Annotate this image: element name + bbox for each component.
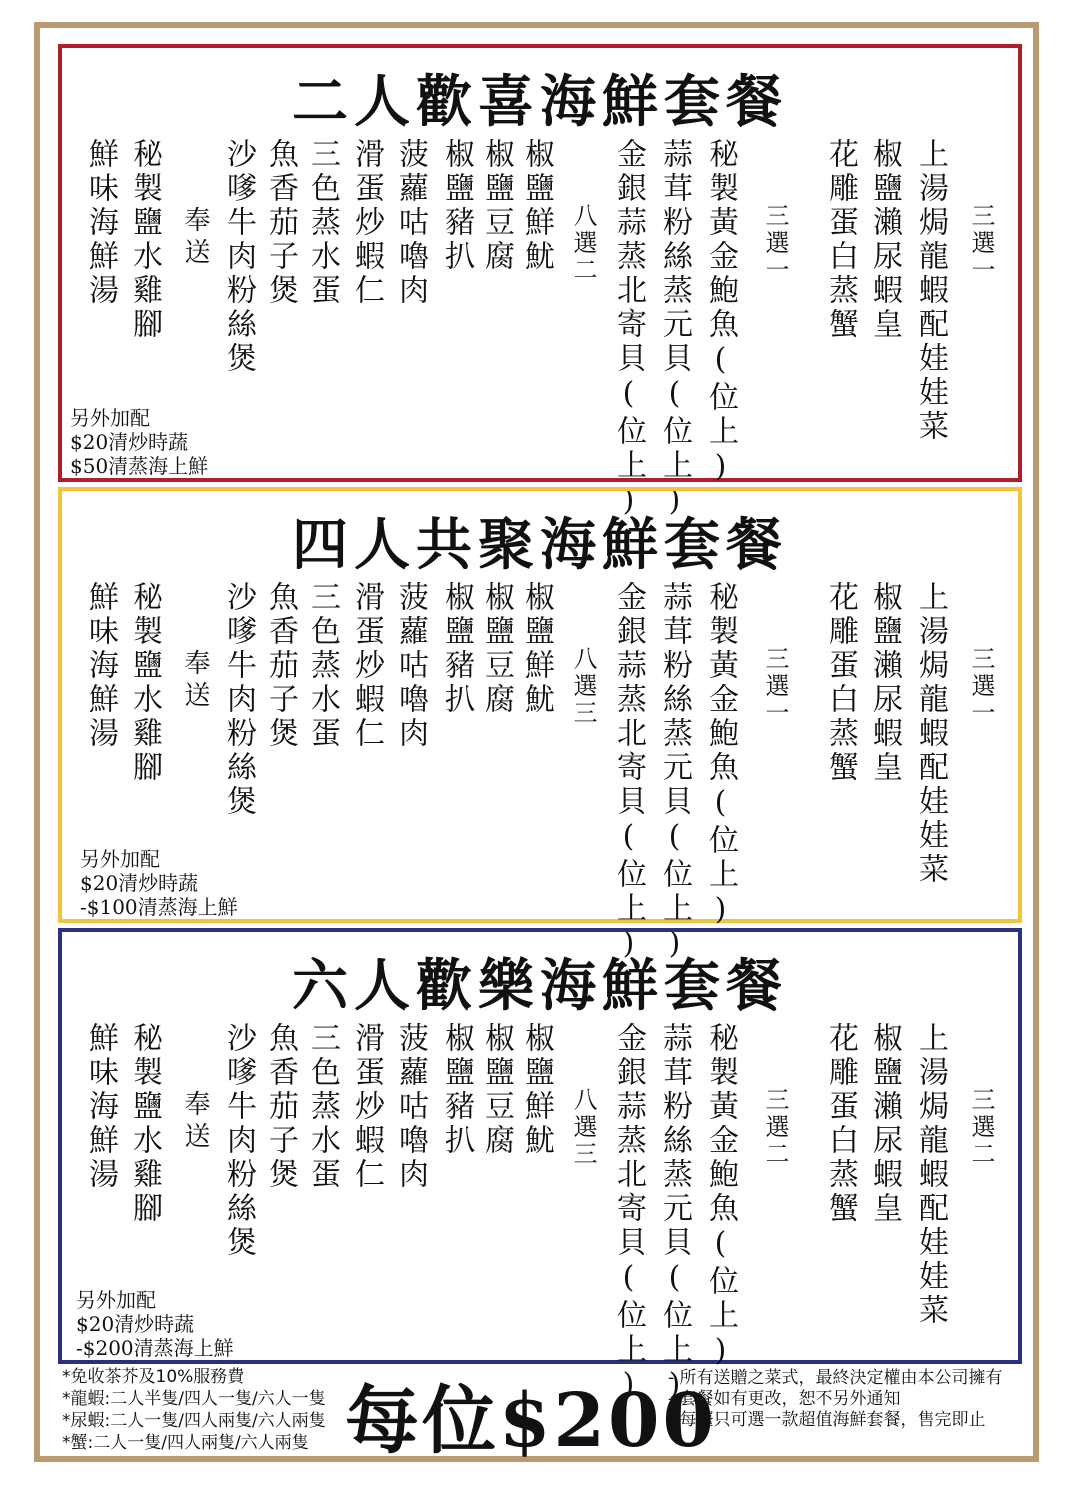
footer-note: *免收茶芥及10%服務費	[62, 1367, 245, 1387]
choose-c-label: 八選二	[569, 203, 597, 284]
menu-item: 金銀蒜蒸北寄貝(位上)	[611, 581, 646, 965]
gift-item: 鮮味海鮮湯	[83, 138, 118, 308]
choose-b-label: 三選一	[761, 646, 789, 727]
choose-c-label: 八選三	[569, 646, 597, 727]
menu-item: 魚香茄子煲	[263, 581, 298, 751]
menu-item: 椒鹽豬扒	[439, 138, 474, 274]
menu-item: 秘製黃金鮑魚(位上)	[703, 1022, 738, 1372]
menu-item: 秘製黃金鮑魚(位上)	[703, 138, 738, 488]
menu-item: 蒜茸粉絲蒸元貝(位上)	[657, 1022, 692, 1406]
gift-label: 奉送	[180, 649, 210, 713]
set-four-person	[58, 487, 1022, 965]
menu-item: 花雕蛋白蒸蟹	[823, 581, 858, 785]
menu-item: 上湯焗龍蝦配娃娃菜	[913, 581, 948, 887]
menu-item: 沙嗲牛肉粉絲煲	[221, 1022, 256, 1260]
set-title: 四人共聚海鮮套餐	[292, 512, 788, 578]
gift-item: 鮮味海鮮湯	[83, 581, 118, 751]
menu-item: 秘製黃金鮑魚(位上)	[703, 581, 738, 931]
gift-item: 鮮味海鮮湯	[83, 1022, 118, 1192]
menu-item: 三色蒸水蛋	[305, 1022, 340, 1192]
menu-item: 椒鹽瀨尿蝦皇	[867, 581, 902, 785]
menu-item: 蒜茸粉絲蒸元貝(位上)	[657, 581, 692, 965]
menu-item: 菠蘿咕嚕肉	[393, 138, 428, 308]
menu-item: 沙嗲牛肉粉絲煲	[221, 138, 256, 376]
menu-item: 椒鹽瀨尿蝦皇	[867, 1022, 902, 1226]
footer-note: *蟹:二人一隻/四人兩隻/六人兩隻	[62, 1433, 309, 1453]
extras-note: 另外加配 $20清炒時蔬 -$200清蒸海上鮮	[76, 1288, 234, 1360]
menu-item: 金銀蒜蒸北寄貝(位上)	[611, 138, 646, 522]
choose-c-label: 八選三	[569, 1087, 597, 1168]
menu-item: 花雕蛋白蒸蟹	[823, 1022, 858, 1226]
menu-item: 椒鹽鮮魷	[519, 138, 554, 274]
menu-item: 魚香茄子煲	[263, 1022, 298, 1192]
footer-note: - 所有送贈之菜式，最終決定權由本公司擁有	[668, 1368, 1003, 1388]
menu-item: 椒鹽瀨尿蝦皇	[867, 138, 902, 342]
extras-note: 另外加配 $20清炒時蔬 $50清蒸海上鮮	[70, 406, 209, 478]
set-title: 二人歡喜海鮮套餐	[292, 69, 788, 135]
gift-label: 奉送	[180, 206, 210, 270]
choose-b-label: 三選一	[761, 203, 789, 284]
footer-note: *龍蝦:二人半隻/四人一隻/六人一隻	[62, 1389, 326, 1409]
menu-item: 椒鹽豆腐	[479, 581, 514, 717]
choose-b-label: 三選二	[761, 1087, 789, 1168]
menu-item: 花雕蛋白蒸蟹	[823, 138, 858, 342]
footer-note: - 套餐如有更改，恕不另外通知	[668, 1389, 901, 1409]
menu-item: 椒鹽豬扒	[439, 1022, 474, 1158]
gift-item: 秘製鹽水雞腳	[127, 1022, 162, 1226]
gift-item: 秘製鹽水雞腳	[127, 138, 162, 342]
set-two-person	[58, 44, 1022, 522]
set-title: 六人歡樂海鮮套餐	[292, 953, 788, 1019]
gift-item: 秘製鹽水雞腳	[127, 581, 162, 785]
menu-item: 滑蛋炒蝦仁	[349, 1022, 384, 1192]
menu-item: 蒜茸粉絲蒸元貝(位上)	[657, 138, 692, 522]
menu-item: 椒鹽鮮魷	[519, 1022, 554, 1158]
choose-a-label: 三選一	[967, 203, 995, 284]
choose-a-label: 三選二	[967, 1087, 995, 1168]
footer-note: *尿蝦:二人一隻/四人兩隻/六人兩隻	[62, 1411, 326, 1431]
menu-item: 金銀蒜蒸北寄貝(位上)	[611, 1022, 646, 1406]
choose-a-label: 三選一	[967, 646, 995, 727]
menu-item: 滑蛋炒蝦仁	[349, 581, 384, 751]
menu-item: 椒鹽豬扒	[439, 581, 474, 717]
menu-item: 三色蒸水蛋	[305, 138, 340, 308]
menu-item: 三色蒸水蛋	[305, 581, 340, 751]
footer-notes-right	[668, 1368, 1003, 1431]
menu-item: 菠蘿咕嚕肉	[393, 581, 428, 751]
price-per-person: 每位$200	[345, 1378, 717, 1464]
gift-label: 奉送	[180, 1090, 210, 1154]
menu-item: 上湯焗龍蝦配娃娃菜	[913, 1022, 948, 1328]
footer-notes-left	[62, 1366, 326, 1454]
menu-item: 菠蘿咕嚕肉	[393, 1022, 428, 1192]
footer-note: - 每檯只可選一款超值海鮮套餐，售完即止	[668, 1410, 986, 1430]
menu-item: 滑蛋炒蝦仁	[349, 138, 384, 308]
menu-item: 椒鹽豆腐	[479, 138, 514, 274]
extras-note: 另外加配 $20清炒時蔬 -$100清蒸海上鮮	[80, 847, 238, 919]
menu-item: 椒鹽豆腐	[479, 1022, 514, 1158]
menu-item: 沙嗲牛肉粉絲煲	[221, 581, 256, 819]
menu-item: 魚香茄子煲	[263, 138, 298, 308]
menu-item: 上湯焗龍蝦配娃娃菜	[913, 138, 948, 444]
menu-item: 椒鹽鮮魷	[519, 581, 554, 717]
